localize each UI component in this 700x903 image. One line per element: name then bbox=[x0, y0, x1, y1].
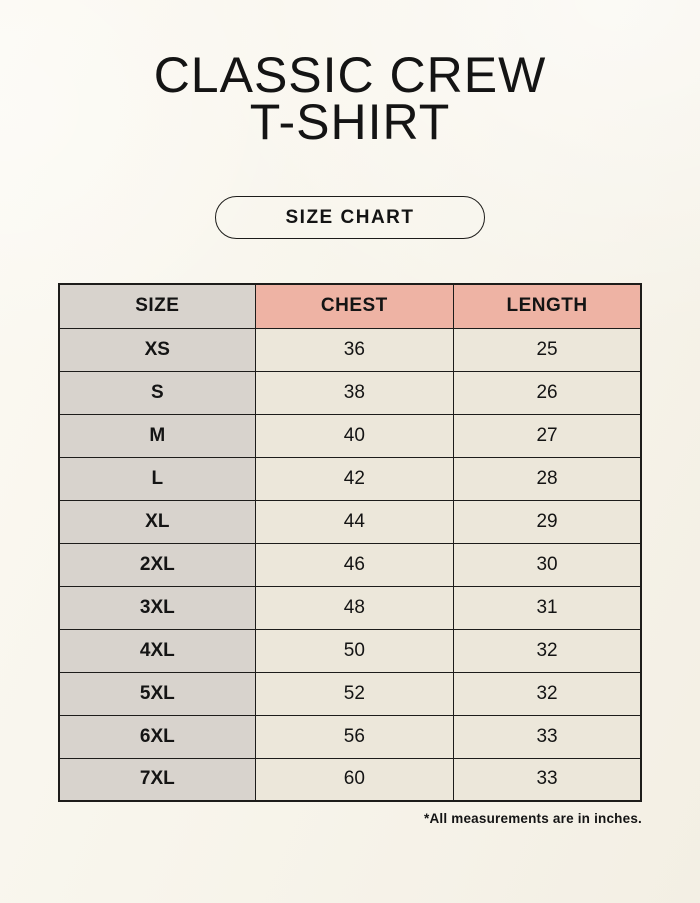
size-chart-badge: SIZE CHART bbox=[215, 196, 485, 239]
chest-cell: 46 bbox=[255, 543, 453, 586]
size-cell: 7XL bbox=[59, 758, 255, 801]
chest-cell: 38 bbox=[255, 371, 453, 414]
chest-cell: 40 bbox=[255, 414, 453, 457]
size-table-body bbox=[59, 328, 641, 801]
table-row bbox=[59, 371, 641, 414]
measurements-footnote: *All measurements are in inches. bbox=[424, 811, 642, 826]
table-row bbox=[59, 500, 641, 543]
size-cell: 3XL bbox=[59, 586, 255, 629]
chest-cell: 60 bbox=[255, 758, 453, 801]
length-cell: 29 bbox=[454, 500, 641, 543]
size-cell: XL bbox=[59, 500, 255, 543]
page-title-line1: CLASSIC CREW bbox=[153, 47, 547, 103]
length-cell: 27 bbox=[454, 414, 641, 457]
size-cell: 4XL bbox=[59, 629, 255, 672]
table-row bbox=[59, 328, 641, 371]
size-cell: M bbox=[59, 414, 255, 457]
size-table bbox=[58, 283, 642, 802]
size-cell: L bbox=[59, 457, 255, 500]
length-cell: 32 bbox=[454, 629, 641, 672]
column-header-length: LENGTH bbox=[454, 284, 641, 328]
table-row bbox=[59, 672, 641, 715]
table-header-row bbox=[59, 284, 641, 328]
length-cell: 32 bbox=[454, 672, 641, 715]
chest-cell: 50 bbox=[255, 629, 453, 672]
column-header-size: SIZE bbox=[59, 284, 255, 328]
length-cell: 31 bbox=[454, 586, 641, 629]
table-row bbox=[59, 629, 641, 672]
size-cell: XS bbox=[59, 328, 255, 371]
page-title bbox=[0, 0, 700, 150]
table-row bbox=[59, 715, 641, 758]
chest-cell: 52 bbox=[255, 672, 453, 715]
table-row bbox=[59, 758, 641, 801]
size-cell: 2XL bbox=[59, 543, 255, 586]
size-cell: 6XL bbox=[59, 715, 255, 758]
table-row bbox=[59, 586, 641, 629]
column-header-chest: CHEST bbox=[255, 284, 453, 328]
length-cell: 33 bbox=[454, 715, 641, 758]
length-cell: 26 bbox=[454, 371, 641, 414]
length-cell: 28 bbox=[454, 457, 641, 500]
table-row bbox=[59, 414, 641, 457]
chest-cell: 44 bbox=[255, 500, 453, 543]
length-cell: 25 bbox=[454, 328, 641, 371]
chest-cell: 56 bbox=[255, 715, 453, 758]
chest-cell: 36 bbox=[255, 328, 453, 371]
length-cell: 30 bbox=[454, 543, 641, 586]
chest-cell: 42 bbox=[255, 457, 453, 500]
size-cell: 5XL bbox=[59, 672, 255, 715]
table-row bbox=[59, 457, 641, 500]
page-title-line2: T-SHIRT bbox=[249, 94, 451, 150]
chest-cell: 48 bbox=[255, 586, 453, 629]
table-row bbox=[59, 543, 641, 586]
size-cell: S bbox=[59, 371, 255, 414]
length-cell: 33 bbox=[454, 758, 641, 801]
